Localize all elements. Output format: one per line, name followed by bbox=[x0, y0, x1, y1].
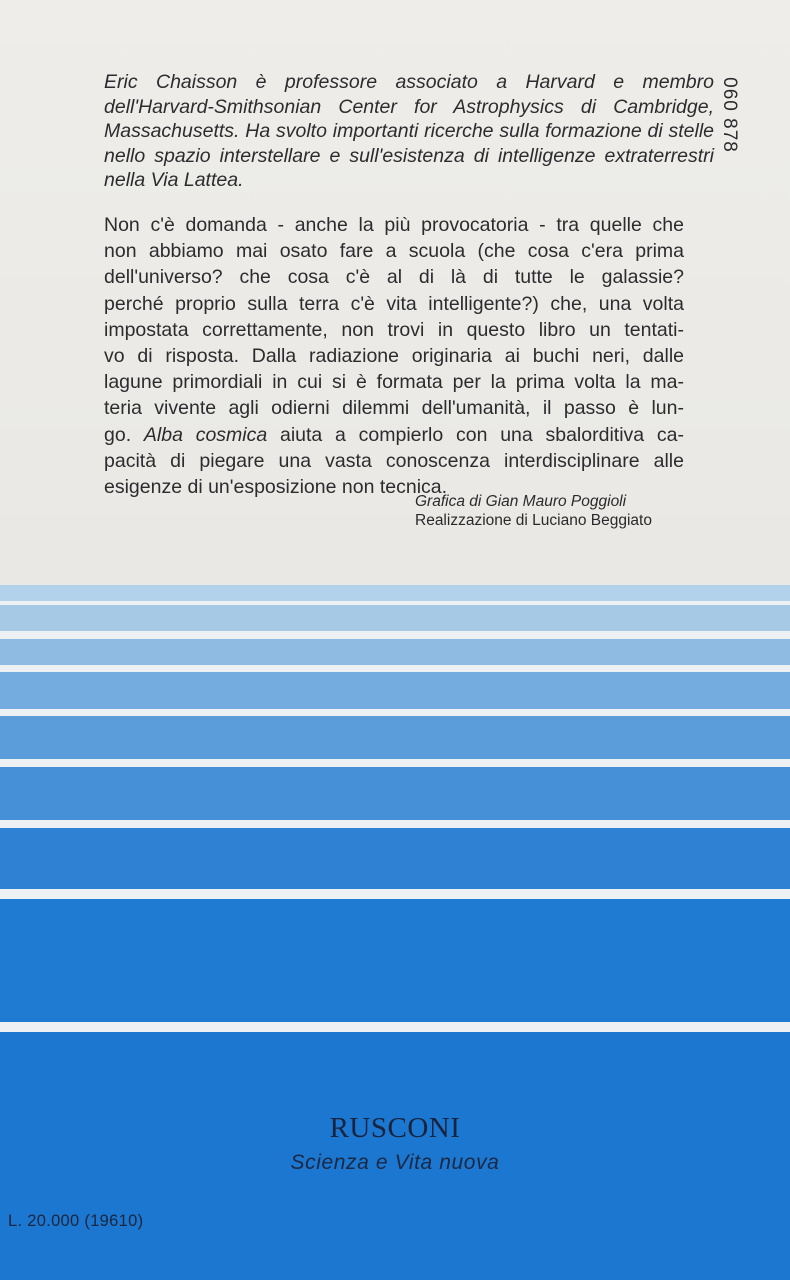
blue-band bbox=[0, 605, 790, 631]
white-stripe bbox=[0, 889, 790, 899]
publisher-block bbox=[0, 1112, 790, 1175]
blurb-line: lagune primordiali in cui si è formata per la prima volta la ma- bbox=[104, 371, 684, 394]
blurb-line-with-title bbox=[104, 422, 684, 448]
blurb-line: teria vivente agli odierni dilemmi dell'umanità, il passo è lun- bbox=[104, 397, 684, 420]
catalog-code bbox=[714, 60, 744, 170]
blurb-line: non abbiamo mai osato fare a scuola (che cosa c'era prima bbox=[104, 240, 684, 263]
blue-band bbox=[0, 716, 790, 759]
catalog-code-text: 060 878 bbox=[719, 77, 740, 153]
price-label: L. 20.000 (19610) bbox=[8, 1212, 144, 1230]
publisher-series: Scienza e Vita nuova bbox=[290, 1151, 500, 1174]
blurb-line: impostata correttamente, non trovi in questo libro un tentati- bbox=[104, 318, 684, 341]
publisher-name: RUSCONI bbox=[329, 1112, 461, 1144]
white-stripe bbox=[0, 709, 790, 716]
blurb-line9-suffix: aiuta a compierlo con una sbalorditiva ca- bbox=[267, 423, 684, 446]
blue-band bbox=[0, 899, 790, 1022]
white-stripe bbox=[0, 631, 790, 639]
blurb-line: vo di risposta. Dalla radiazione originaria ai buchi neri, dalle bbox=[104, 345, 684, 368]
blue-band bbox=[0, 585, 790, 601]
blue-band bbox=[0, 828, 790, 889]
white-stripe bbox=[0, 665, 790, 672]
blurb-line9-prefix: go. bbox=[104, 423, 144, 446]
graphics-credit: Grafica di Gian Mauro Poggioli bbox=[415, 493, 627, 510]
stripe-pattern bbox=[0, 585, 790, 1280]
white-stripe bbox=[0, 820, 790, 828]
white-stripe bbox=[0, 1022, 790, 1032]
white-stripe bbox=[0, 759, 790, 767]
book-title: Alba cosmica bbox=[143, 423, 268, 446]
blurb-line: esigenze di un'esposizione non tecnica. bbox=[104, 476, 448, 499]
blue-band bbox=[0, 767, 790, 820]
blue-band bbox=[0, 639, 790, 665]
blue-band bbox=[0, 672, 790, 709]
blurb-line: Non c'è domanda - anche la più provocatoria - tra quelle che bbox=[104, 214, 684, 236]
production-credit: Realizzazione di Luciano Beggiato bbox=[415, 512, 652, 529]
book-blurb bbox=[104, 212, 684, 500]
design-credits bbox=[415, 492, 652, 530]
blurb-line: pacità di piegare una vasta conoscenza interdisciplinare alle bbox=[104, 449, 684, 472]
blurb-line: perché proprio sulla terra c'è vita intelligente?) che, una volta bbox=[104, 292, 684, 315]
author-bio: Eric Chaisson è professore associato a Harvard e membro dell'Harvard-Smithsonian Center for Astrophysics di Cambridge, Massachusetts. Ha svolto importanti ricerche sulla formazione di stelle nello spazio interstellare e sull'esistenza di intelligenze extraterrestri nella Via Lattea. bbox=[104, 71, 714, 191]
blurb-line: dell'universo? che cosa c'è al di là di tutte le galassie? bbox=[104, 266, 684, 289]
